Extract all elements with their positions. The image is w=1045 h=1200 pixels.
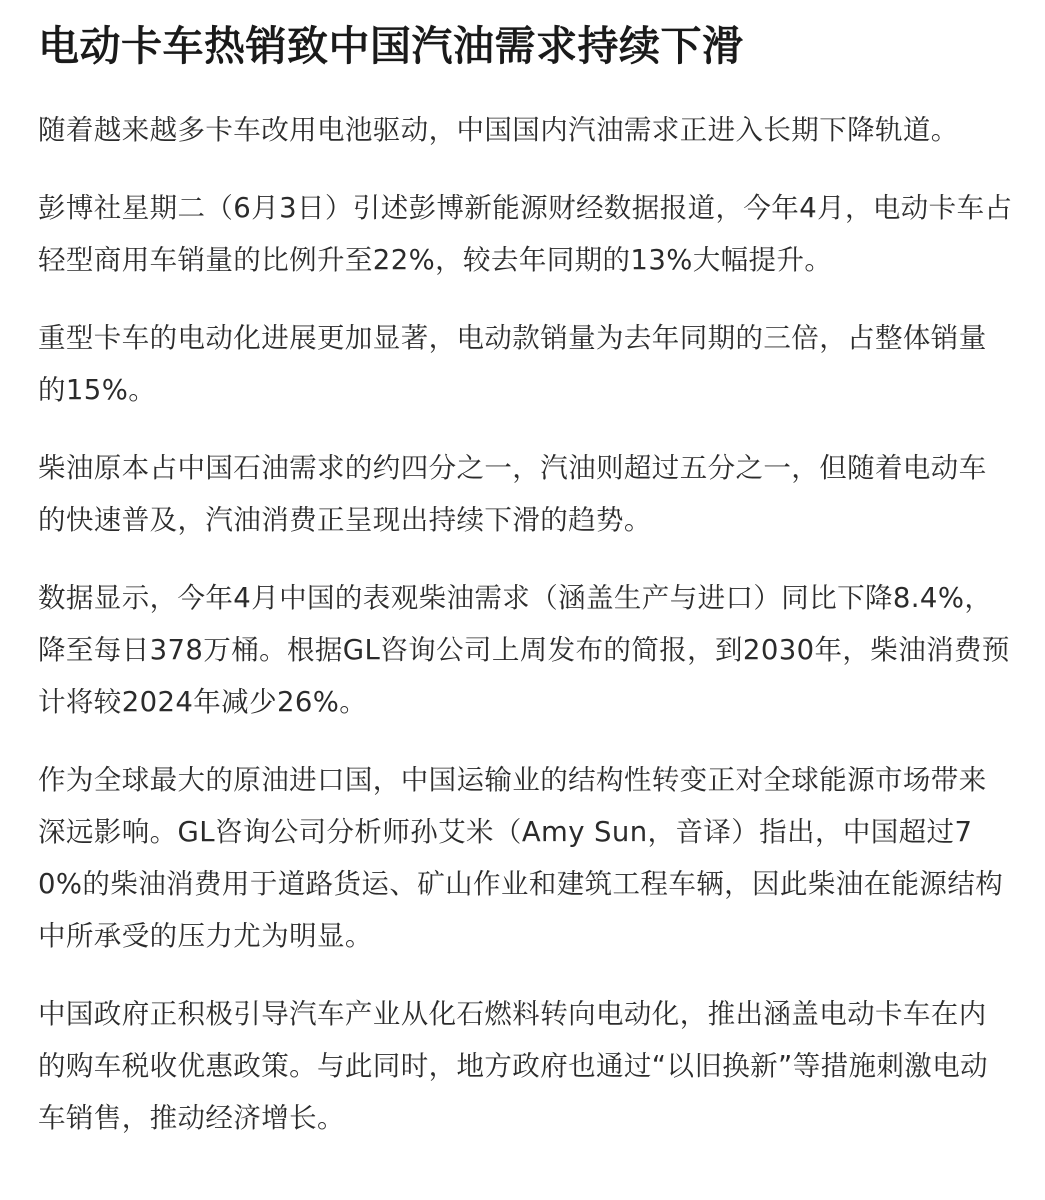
article-paragraph-2: 彭博社星期二（6月3日）引述彭博新能源财经数据报道，今年4月，电动卡车占轻型商用车销量的比例升至22%，较去年同期的13%大幅提升。 [38, 192, 1013, 276]
article-paragraph-6: 作为全球最大的原油进口国，中国运输业的结构性转变正对全球能源市场带来深远影响。GL咨询公司分析师孙艾米（Amy Sun，音译）指出，中国超过70%的柴油消费用于道路货运、矿山作业和建筑工程车辆，因此柴油在能源结构中所承受的压力尤为明显。 [38, 764, 1004, 952]
article-paragraph-3: 重型卡车的电动化进展更加显著，电动款销量为去年同期的三倍，占整体销量的15%。 [38, 322, 987, 406]
article-paragraph-7: 中国政府正积极引导汽车产业从化石燃料转向电动化，推出涵盖电动卡车在内的购车税收优惠政策。与此同时，地方政府也通过“以旧换新”等措施刺激电动车销售，推动经济增长。 [38, 998, 988, 1134]
article-paragraph-4: 柴油原本占中国石油需求的约四分之一，汽油则超过五分之一，但随着电动车的快速普及，汽油消费正呈现出持续下滑的趋势。 [38, 452, 987, 536]
article-title: 电动卡车热销致中国汽油需求持续下滑 [38, 22, 744, 70]
article-paragraph-1: 随着越来越多卡车改用电池驱动，中国国内汽油需求正进入长期下降轨道。 [38, 114, 959, 146]
article-paragraph-5: 数据显示，今年4月中国的表观柴油需求（涵盖生产与进口）同比下降8.4%，降至每日378万桶。根据GL咨询公司上周发布的简报，到2030年，柴油消费预计将较2024年减少26%。 [38, 582, 1010, 718]
